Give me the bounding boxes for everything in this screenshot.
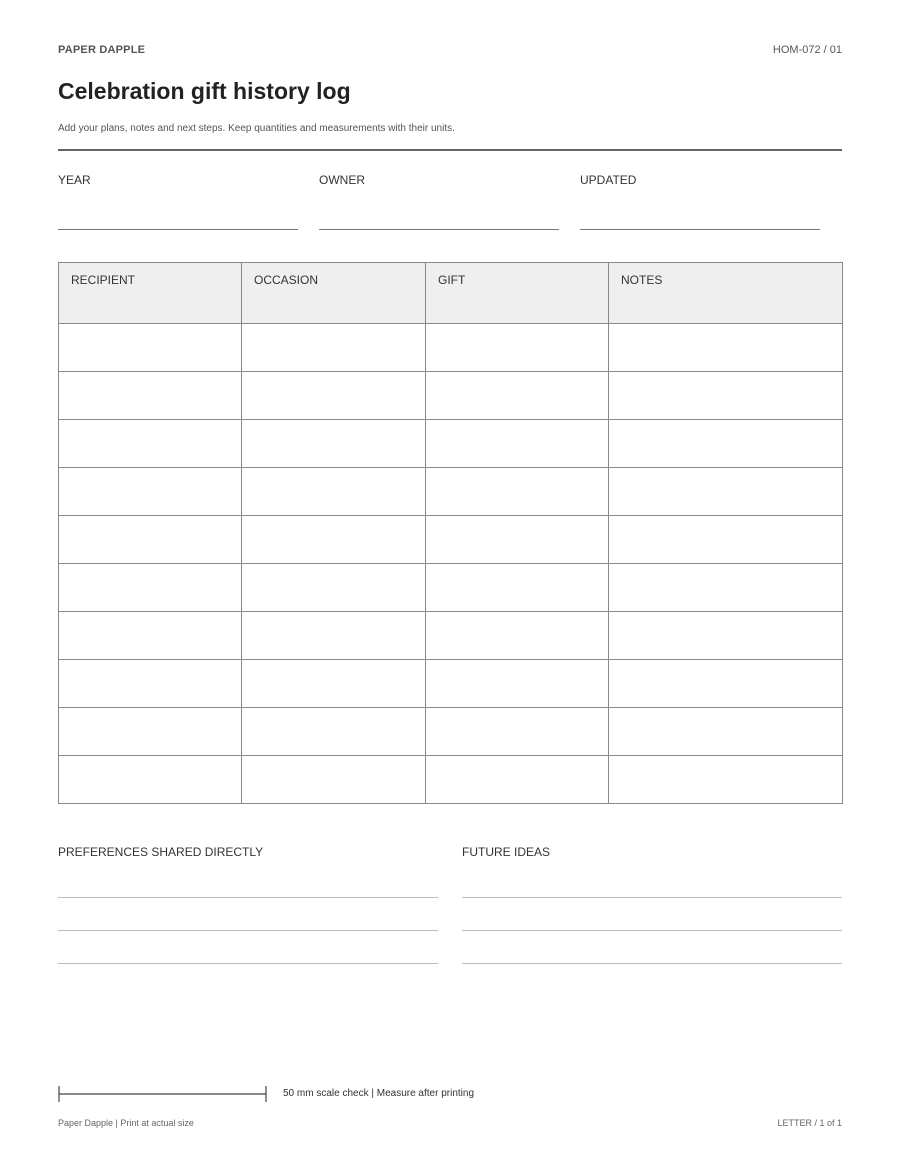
table-cell-occasion[interactable] [242, 516, 426, 564]
table-cell-occasion[interactable] [242, 468, 426, 516]
header-divider [58, 149, 842, 151]
future-ideas-label: FUTURE IDEAS [462, 845, 551, 859]
table-row [59, 516, 843, 564]
table-header-row [59, 263, 843, 324]
table-row [59, 420, 843, 468]
table-row [59, 372, 843, 420]
table-cell-recipient[interactable] [59, 468, 242, 516]
preferences-line[interactable] [58, 897, 438, 898]
column-header-recipient: RECIPIENT [59, 263, 242, 324]
table-cell-gift[interactable] [426, 468, 609, 516]
table-cell-occasion[interactable] [242, 612, 426, 660]
table-row [59, 324, 843, 372]
table-row [59, 612, 843, 660]
future-ideas-line[interactable] [462, 963, 842, 964]
table-cell-occasion[interactable] [242, 564, 426, 612]
page-subtitle: Add your plans, notes and next steps. Keep quantities and measurements with their units. [58, 123, 455, 134]
table-cell-recipient[interactable] [59, 324, 242, 372]
updated-field[interactable] [580, 229, 820, 230]
gift-log-table [58, 262, 843, 804]
table-cell-occasion[interactable] [242, 756, 426, 804]
year-field[interactable] [58, 229, 298, 230]
table-row [59, 564, 843, 612]
scale-check-text: 50 mm scale check | Measure after printing [283, 1088, 475, 1099]
table-cell-gift[interactable] [426, 324, 609, 372]
table-cell-occasion[interactable] [242, 708, 426, 756]
table-cell-notes[interactable] [609, 468, 843, 516]
table-cell-gift[interactable] [426, 564, 609, 612]
owner-label: OWNER [319, 173, 365, 187]
preferences-line[interactable] [58, 930, 438, 931]
table-cell-occasion[interactable] [242, 660, 426, 708]
page-title: Celebration gift history log [58, 78, 351, 104]
table-cell-gift[interactable] [426, 660, 609, 708]
preferences-line[interactable] [58, 963, 438, 964]
table-cell-recipient[interactable] [59, 516, 242, 564]
footer-right: LETTER / 1 of 1 [777, 1118, 842, 1128]
table-cell-occasion[interactable] [242, 372, 426, 420]
preferences-label: PREFERENCES SHARED DIRECTLY [58, 845, 264, 859]
table-cell-notes[interactable] [609, 420, 843, 468]
table-cell-gift[interactable] [426, 516, 609, 564]
table-cell-notes[interactable] [609, 756, 843, 804]
future-ideas-line[interactable] [462, 897, 842, 898]
table-cell-recipient[interactable] [59, 708, 242, 756]
table-row [59, 468, 843, 516]
table-row [59, 660, 843, 708]
table-cell-gift[interactable] [426, 420, 609, 468]
table-cell-gift[interactable] [426, 612, 609, 660]
table-cell-recipient[interactable] [59, 420, 242, 468]
updated-label: UPDATED [580, 173, 637, 187]
table-cell-recipient[interactable] [59, 660, 242, 708]
table-cell-recipient[interactable] [59, 612, 242, 660]
column-header-occasion: OCCASION [242, 263, 426, 324]
table-cell-occasion[interactable] [242, 420, 426, 468]
table-cell-notes[interactable] [609, 660, 843, 708]
table-row [59, 756, 843, 804]
table-cell-notes[interactable] [609, 612, 843, 660]
brand-name: PAPER DAPPLE [58, 44, 146, 56]
table-cell-notes[interactable] [609, 564, 843, 612]
table-cell-notes[interactable] [609, 708, 843, 756]
table-cell-recipient[interactable] [59, 372, 242, 420]
column-header-gift: GIFT [426, 263, 609, 324]
table-cell-recipient[interactable] [59, 756, 242, 804]
column-header-notes: NOTES [609, 263, 843, 324]
scale-bar [58, 1085, 267, 1103]
table-cell-gift[interactable] [426, 756, 609, 804]
table-cell-recipient[interactable] [59, 564, 242, 612]
table-cell-occasion[interactable] [242, 324, 426, 372]
year-label: YEAR [58, 173, 91, 187]
table-body [59, 324, 843, 804]
owner-field[interactable] [319, 229, 559, 230]
table-row [59, 708, 843, 756]
footer-left: Paper Dapple | Print at actual size [58, 1118, 194, 1128]
future-ideas-line[interactable] [462, 930, 842, 931]
table-cell-notes[interactable] [609, 372, 843, 420]
document-id: HOM-072 / 01 [772, 44, 842, 56]
table-cell-gift[interactable] [426, 372, 609, 420]
table-cell-gift[interactable] [426, 708, 609, 756]
table-cell-notes[interactable] [609, 324, 843, 372]
table-cell-notes[interactable] [609, 516, 843, 564]
